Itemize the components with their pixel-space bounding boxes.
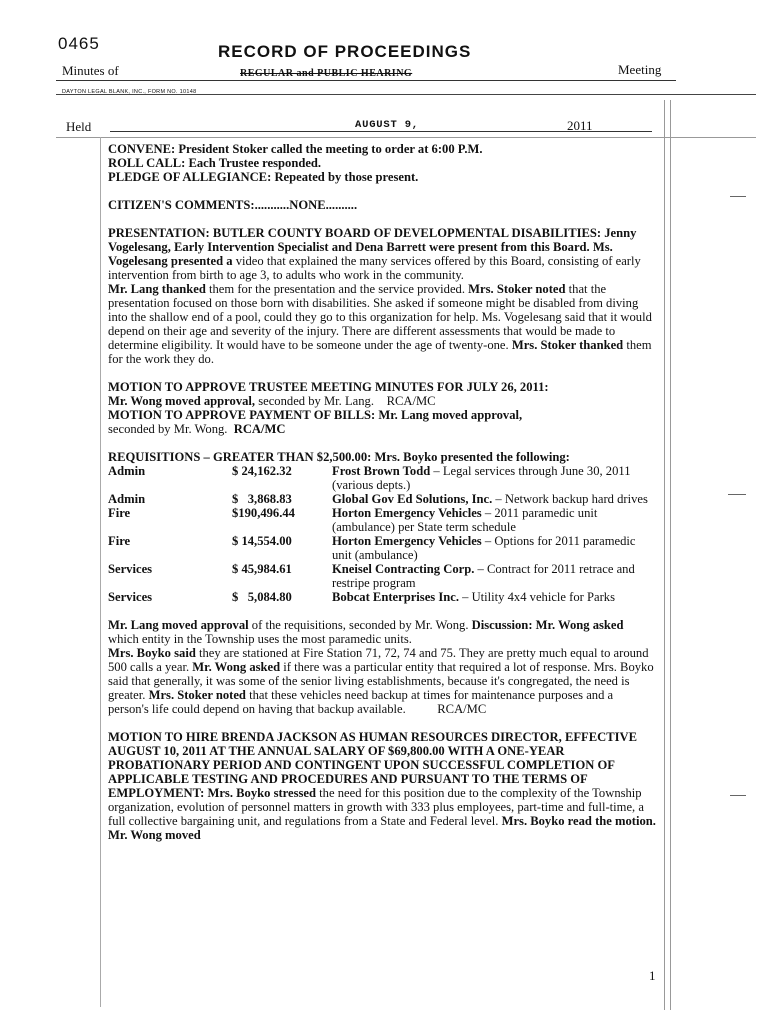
minutes-of-label: Minutes of (62, 63, 119, 78)
minutes-body (108, 142, 656, 842)
requisition-dept: Services (108, 562, 153, 576)
req-disc-wong-asked: Discussion: Mr. Wong asked (471, 618, 624, 632)
requisition-vendor: Global Gov Ed Solutions, Inc. (332, 492, 493, 506)
presentation-heading: PRESENTATION: BUTLER COUNTY BOARD OF DEVELOPMENTAL DISABILITIES: Jenny Vogelesang, Early Intervention Specialist and Dena Barrett were present from this Board. Ms. Vogelesang presented a (108, 226, 637, 268)
req-disc-text: they are stationed at Fire Station 71, 72, 74 and 75. They are pretty much equal to around 500 calls a year. (108, 646, 649, 674)
right-margin-rule-1 (664, 100, 665, 1010)
convene-text: President Stoker called the meeting to order at 6:00 P.M. (178, 142, 483, 156)
bills-motion-result: RCA/MC (233, 422, 286, 436)
requisition-amount: $ 45,984.61 (232, 562, 292, 576)
requisition-vendor: Frost Brown Todd (332, 464, 431, 478)
roll-call-line (108, 156, 656, 170)
req-disc-text: of the requisitions, seconded by Mr. Wong. (248, 618, 472, 632)
lang-thanked-text: them for the presentation and the service provided. (205, 282, 469, 296)
minutes-motion-result: RCA/MC (386, 394, 436, 408)
req-disc-result: RCA/MC (437, 702, 487, 716)
requisitions-table (108, 464, 656, 604)
requisition-row (108, 562, 656, 590)
minutes-motion-mover: Mr. Wong moved approval, (108, 394, 256, 408)
requisition-detail: – Contract for 2011 retrace and restripe program (332, 562, 635, 590)
page-number: 1 (649, 968, 656, 983)
margin-rule-top (56, 137, 756, 138)
header-rule-top (56, 80, 676, 81)
req-disc-text: which entity in the Township uses the most paramedic units. (108, 632, 412, 646)
requisition-row (108, 492, 656, 506)
requisition-vendor: Horton Emergency Vehicles (332, 534, 482, 548)
requisition-dept: Fire (108, 534, 131, 548)
meeting-type: REGULAR and PUBLIC HEARING (240, 68, 413, 79)
right-margin-rule-2 (670, 100, 671, 1010)
stoker-thanked-text: them for the work they do. (108, 338, 652, 366)
requisition-detail: – Network backup hard drives (492, 492, 648, 506)
held-label: Held (66, 119, 92, 134)
pledge-label: PLEDGE OF ALLEGIANCE: (108, 170, 272, 184)
requisition-row (108, 464, 656, 492)
req-disc-wong-asked-2: Mr. Wong asked (192, 660, 281, 674)
margin-tick (730, 196, 746, 197)
presentation-paragraph (108, 226, 656, 282)
req-disc-mover: Mr. Lang moved approval (108, 618, 249, 632)
requisition-detail: – 2011 paramedic unit (ambulance) per State term schedule (332, 506, 598, 534)
bills-motion-second: seconded by Mr. Wong. (108, 422, 228, 436)
minutes-motion-line (108, 394, 656, 408)
hire-motion (108, 730, 656, 842)
hire-motion-end: Mrs. Boyko read the motion. Mr. Wong moved (108, 814, 656, 842)
stoker-thanked: Mrs. Stoker thanked (511, 338, 624, 352)
roll-call-label: ROLL CALL: (108, 156, 186, 170)
lang-thanked: Mr. Lang thanked (108, 282, 206, 296)
requisition-amount: $190,496.44 (232, 506, 295, 520)
requisition-dept: Admin (108, 464, 146, 478)
bills-motion-line (108, 422, 656, 436)
held-year: 2011 (567, 118, 593, 133)
requisition-row (108, 590, 656, 604)
requisition-amount: $ 3,868.83 (232, 492, 292, 506)
stoker-noted: Mrs. Stoker noted (468, 282, 566, 296)
presentation-discussion (108, 282, 656, 366)
requisition-detail: – Legal services through June 30, 2011 (various depts.) (332, 464, 631, 492)
hire-motion-text: the need for this position due to the complexity of the Township organization, evolution of personnel matters in growth with 333 plus employees, part-time and full-time, a full collective bargaining unit, and regulations from a State and Federal level. (108, 786, 644, 828)
requisition-dept: Admin (108, 492, 146, 506)
convene-label: CONVENE: (108, 142, 176, 156)
requisition-vendor: Horton Emergency Vehicles (332, 506, 482, 520)
requisition-description (332, 464, 656, 492)
requisitions-heading: REQUISITIONS – GREATER THAN $2,500.00: Mrs. Boyko presented the following: (108, 450, 570, 464)
held-date: AUGUST 9, (355, 119, 419, 131)
req-disc-text: if there was a particular entity that required a lot of response. Mrs. Boyko said that generally, it was some of the senior living establishments, because it's congregated, the need is greater. (108, 660, 654, 702)
bills-motion-heading: MOTION TO APPROVE PAYMENT OF BILLS: Mr. Lang moved approval, (108, 408, 523, 422)
margin-tick (728, 494, 746, 495)
requisition-amount: $ 24,162.32 (232, 464, 292, 478)
req-disc-text: that these vehicles need backup at times for maintenance purposes and a person's life could depend on having that backup available. (108, 688, 614, 716)
req-disc-stoker-noted: Mrs. Stoker noted (148, 688, 246, 702)
requisition-detail: – Utility 4x4 vehicle for Parks (458, 590, 615, 604)
form-number: DAYTON LEGAL BLANK, INC., FORM NO. 10148 (62, 89, 197, 95)
requisition-vendor: Kneisel Contracting Corp. (332, 562, 475, 576)
convene-line (108, 142, 656, 156)
left-margin-rule (100, 137, 101, 1007)
requisition-detail: – Options for 2011 paramedic unit (ambulance) (332, 534, 636, 562)
margin-tick (730, 795, 746, 796)
requisition-description (332, 590, 656, 604)
page-title: RECORD OF PROCEEDINGS (218, 42, 472, 61)
stoker-noted-text: that the presentation focused on those born with disabilities. She asked if someone might be disabled from diving into the shallow end of a pool, could they go to this organization for help. Ms. Vogelesang said that it would depend on their age and severity of the injury. There are different assessments that would be made to determine eligibility. It would have to be someone under the age of twenty-one. (108, 282, 652, 352)
hire-motion-heading: MOTION TO HIRE BRENDA JACKSON AS HUMAN RESOURCES DIRECTOR, EFFECTIVE AUGUST 10, 2011 AT THE ANNUAL SALARY OF $69,800.00 WITH A ONE-YEAR PROBATIONARY PERIOD AND CONTINGENT UPON SUCCESSFUL COMPLETION OF APPLICABLE TESTING AND PROCEDURES AND PURSUANT TO THE TERMS OF EMPLOYMENT: Mrs. Boyko stressed (108, 730, 638, 800)
pledge-text: Repeated by those present. (274, 170, 419, 184)
requisition-row (108, 534, 656, 562)
requisition-description (332, 492, 656, 506)
requisition-dept: Services (108, 590, 153, 604)
minutes-motion-heading: MOTION TO APPROVE TRUSTEE MEETING MINUTES FOR JULY 26, 2011: (108, 380, 549, 394)
requisition-vendor: Bobcat Enterprises Inc. (332, 590, 459, 604)
requisition-row (108, 506, 656, 534)
requisition-dept: Fire (108, 506, 131, 520)
requisitions-discussion (108, 618, 656, 716)
presentation-text: video that explained the many services offered by this Board, consisting of early intervention from birth to age 3, to adults who work in the community. (108, 254, 641, 282)
requisition-amount: $ 5,084.80 (232, 590, 292, 604)
requisition-amount: $ 14,554.00 (232, 534, 292, 548)
requisition-description (332, 534, 656, 562)
requisition-description (332, 562, 656, 590)
minutes-motion-second: seconded by Mr. Lang. (255, 394, 374, 408)
meeting-label: Meeting (618, 62, 662, 77)
req-disc-boyko-said: Mrs. Boyko said (108, 646, 196, 660)
record-serial-number: 0465 (58, 34, 100, 53)
citizens-comments: CITIZEN'S COMMENTS:...........NONE.......... (108, 198, 358, 212)
roll-call-text: Each Trustee responded. (188, 156, 322, 170)
requisition-description (332, 506, 656, 534)
pledge-line (108, 170, 656, 184)
